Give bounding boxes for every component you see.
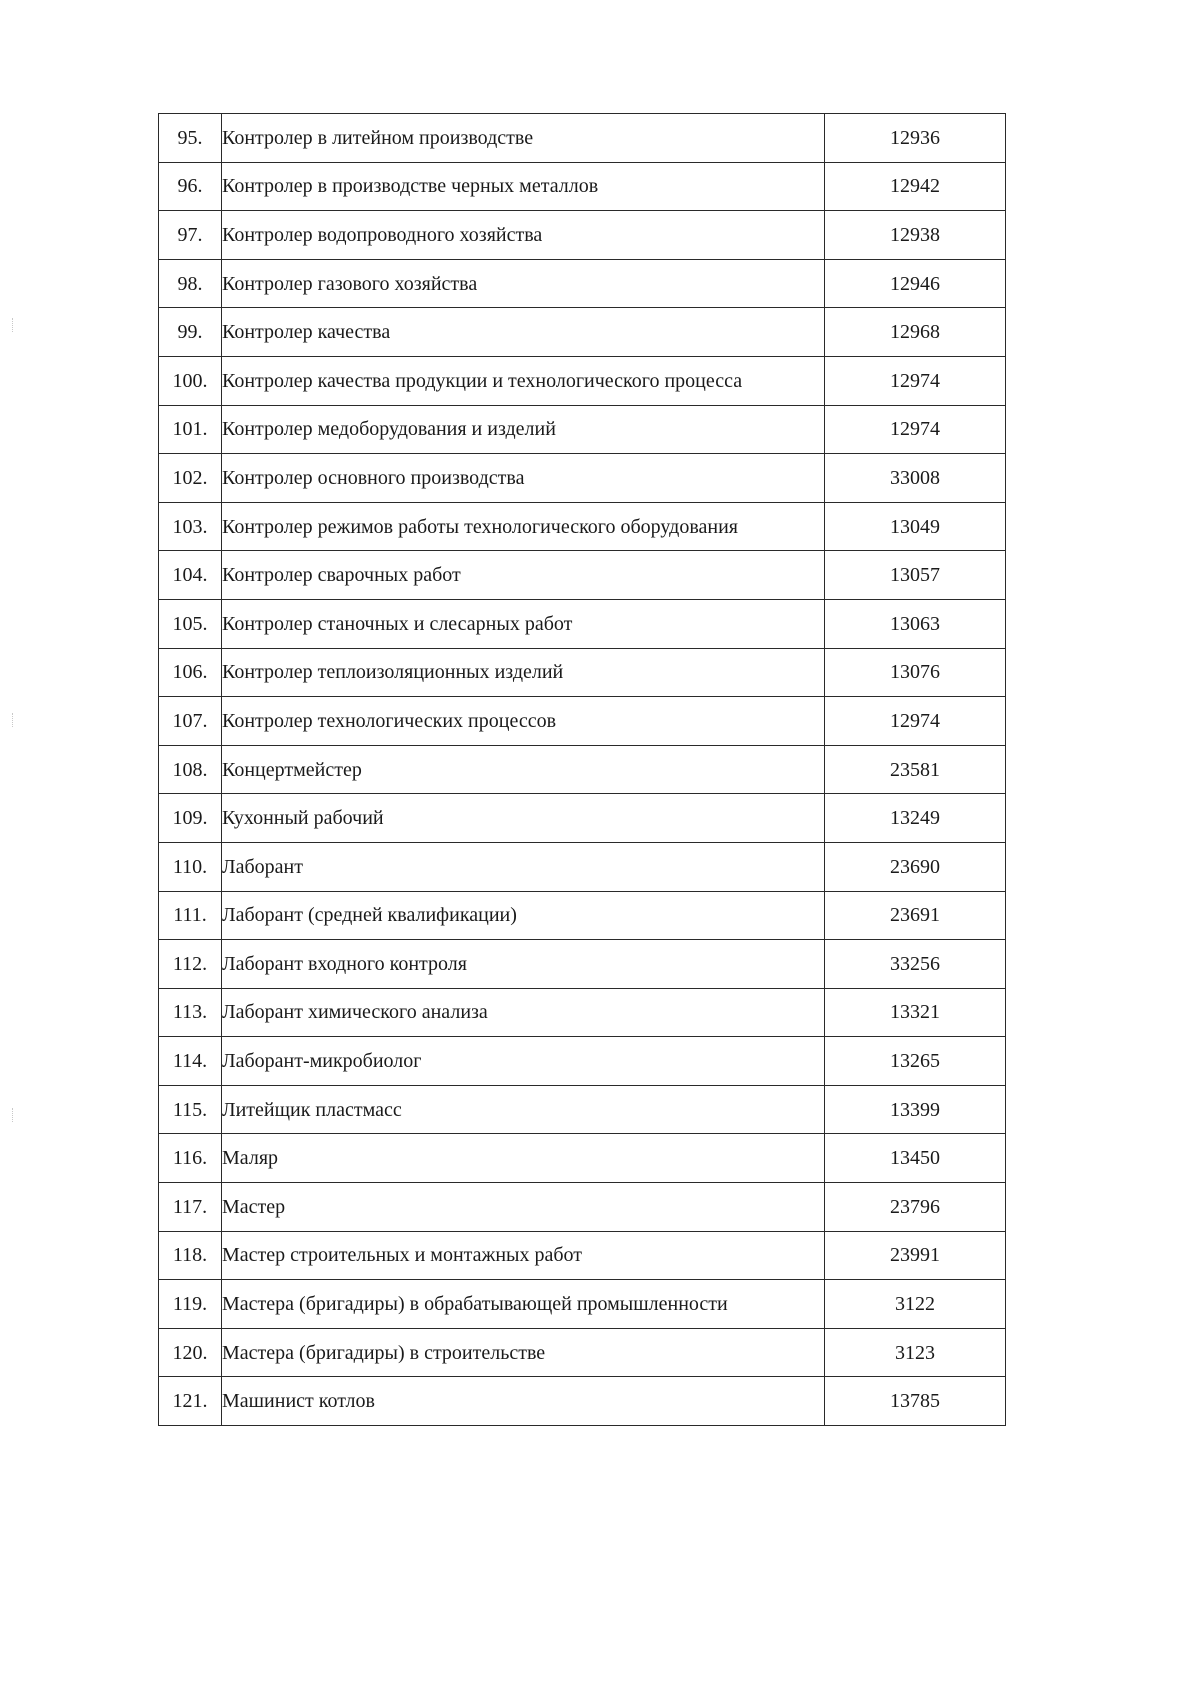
table-row [159,1085,1006,1134]
scan-artifact [12,1108,16,1122]
profession-code: 13057 [825,551,1006,600]
row-number: 121. [159,1377,222,1426]
profession-code: 12938 [825,211,1006,260]
row-number: 104. [159,551,222,600]
profession-name: Мастер строительных и монтажных работ [222,1231,825,1280]
profession-name: Лаборант-микробиолог [222,1037,825,1086]
table-row [159,502,1006,551]
profession-name: Контролер теплоизоляционных изделий [222,648,825,697]
profession-code: 12974 [825,356,1006,405]
profession-code: 23690 [825,842,1006,891]
table-row [159,1037,1006,1086]
profession-name: Контролер качества продукции и технологического процесса [222,356,825,405]
table-row [159,988,1006,1037]
profession-code: 33256 [825,940,1006,989]
table-row [159,211,1006,260]
row-number: 114. [159,1037,222,1086]
profession-code: 13785 [825,1377,1006,1426]
profession-code: 3123 [825,1328,1006,1377]
profession-code: 23691 [825,891,1006,940]
profession-name: Контролер в литейном производстве [222,114,825,163]
row-number: 107. [159,697,222,746]
table-row [159,454,1006,503]
profession-name: Мастер [222,1183,825,1232]
scan-artifact [12,318,16,332]
table-row [159,1377,1006,1426]
profession-name: Контролер в производстве черных металлов [222,162,825,211]
profession-name: Контролер водопроводного хозяйства [222,211,825,260]
row-number: 118. [159,1231,222,1280]
profession-name: Контролер основного производства [222,454,825,503]
profession-code: 13321 [825,988,1006,1037]
profession-code: 23796 [825,1183,1006,1232]
profession-code: 13076 [825,648,1006,697]
profession-code: 12942 [825,162,1006,211]
row-number: 103. [159,502,222,551]
profession-code: 33008 [825,454,1006,503]
table-row [159,551,1006,600]
profession-code: 3122 [825,1280,1006,1329]
profession-name: Контролер газового хозяйства [222,259,825,308]
row-number: 101. [159,405,222,454]
row-number: 113. [159,988,222,1037]
scan-artifact [12,713,16,727]
table-row [159,794,1006,843]
table-row [159,1280,1006,1329]
profession-name: Контролер качества [222,308,825,357]
profession-name: Контролер сварочных работ [222,551,825,600]
row-number: 102. [159,454,222,503]
row-number: 106. [159,648,222,697]
profession-name: Маляр [222,1134,825,1183]
row-number: 119. [159,1280,222,1329]
row-number: 112. [159,940,222,989]
profession-name: Машинист котлов [222,1377,825,1426]
row-number: 116. [159,1134,222,1183]
profession-code: 12974 [825,697,1006,746]
row-number: 98. [159,259,222,308]
profession-code: 13450 [825,1134,1006,1183]
table-row [159,1231,1006,1280]
row-number: 120. [159,1328,222,1377]
profession-name: Лаборант входного контроля [222,940,825,989]
profession-name: Лаборант химического анализа [222,988,825,1037]
profession-code: 12968 [825,308,1006,357]
table-row [159,114,1006,163]
profession-name: Кухонный рабочий [222,794,825,843]
row-number: 111. [159,891,222,940]
table-row [159,1183,1006,1232]
profession-code: 13265 [825,1037,1006,1086]
row-number: 95. [159,114,222,163]
profession-code: 12936 [825,114,1006,163]
profession-name: Лаборант [222,842,825,891]
table-row [159,697,1006,746]
profession-code: 23991 [825,1231,1006,1280]
row-number: 105. [159,599,222,648]
row-number: 97. [159,211,222,260]
table-row [159,648,1006,697]
table-row [159,891,1006,940]
profession-code: 23581 [825,745,1006,794]
profession-code: 13049 [825,502,1006,551]
row-number: 115. [159,1085,222,1134]
table-row [159,940,1006,989]
profession-code: 12974 [825,405,1006,454]
profession-code: 13063 [825,599,1006,648]
profession-name: Контролер станочных и слесарных работ [222,599,825,648]
profession-name: Мастера (бригадиры) в обрабатывающей промышленности [222,1280,825,1329]
table-row [159,599,1006,648]
profession-code: 13249 [825,794,1006,843]
profession-name: Лаборант (средней квалификации) [222,891,825,940]
professions-table-body [159,114,1006,1426]
table-row [159,162,1006,211]
table-row [159,745,1006,794]
row-number: 117. [159,1183,222,1232]
table-row [159,308,1006,357]
row-number: 108. [159,745,222,794]
table-row [159,1134,1006,1183]
row-number: 99. [159,308,222,357]
profession-code: 12946 [825,259,1006,308]
row-number: 100. [159,356,222,405]
profession-name: Литейщик пластмасс [222,1085,825,1134]
table-row [159,259,1006,308]
row-number: 109. [159,794,222,843]
profession-code: 13399 [825,1085,1006,1134]
profession-name: Мастера (бригадиры) в строительстве [222,1328,825,1377]
profession-name: Концертмейстер [222,745,825,794]
profession-name: Контролер режимов работы технологического оборудования [222,502,825,551]
professions-table [158,113,1006,1426]
profession-name: Контролер медоборудования и изделий [222,405,825,454]
table-row [159,356,1006,405]
row-number: 96. [159,162,222,211]
table-row [159,1328,1006,1377]
profession-name: Контролер технологических процессов [222,697,825,746]
table-row [159,405,1006,454]
row-number: 110. [159,842,222,891]
table-row [159,842,1006,891]
